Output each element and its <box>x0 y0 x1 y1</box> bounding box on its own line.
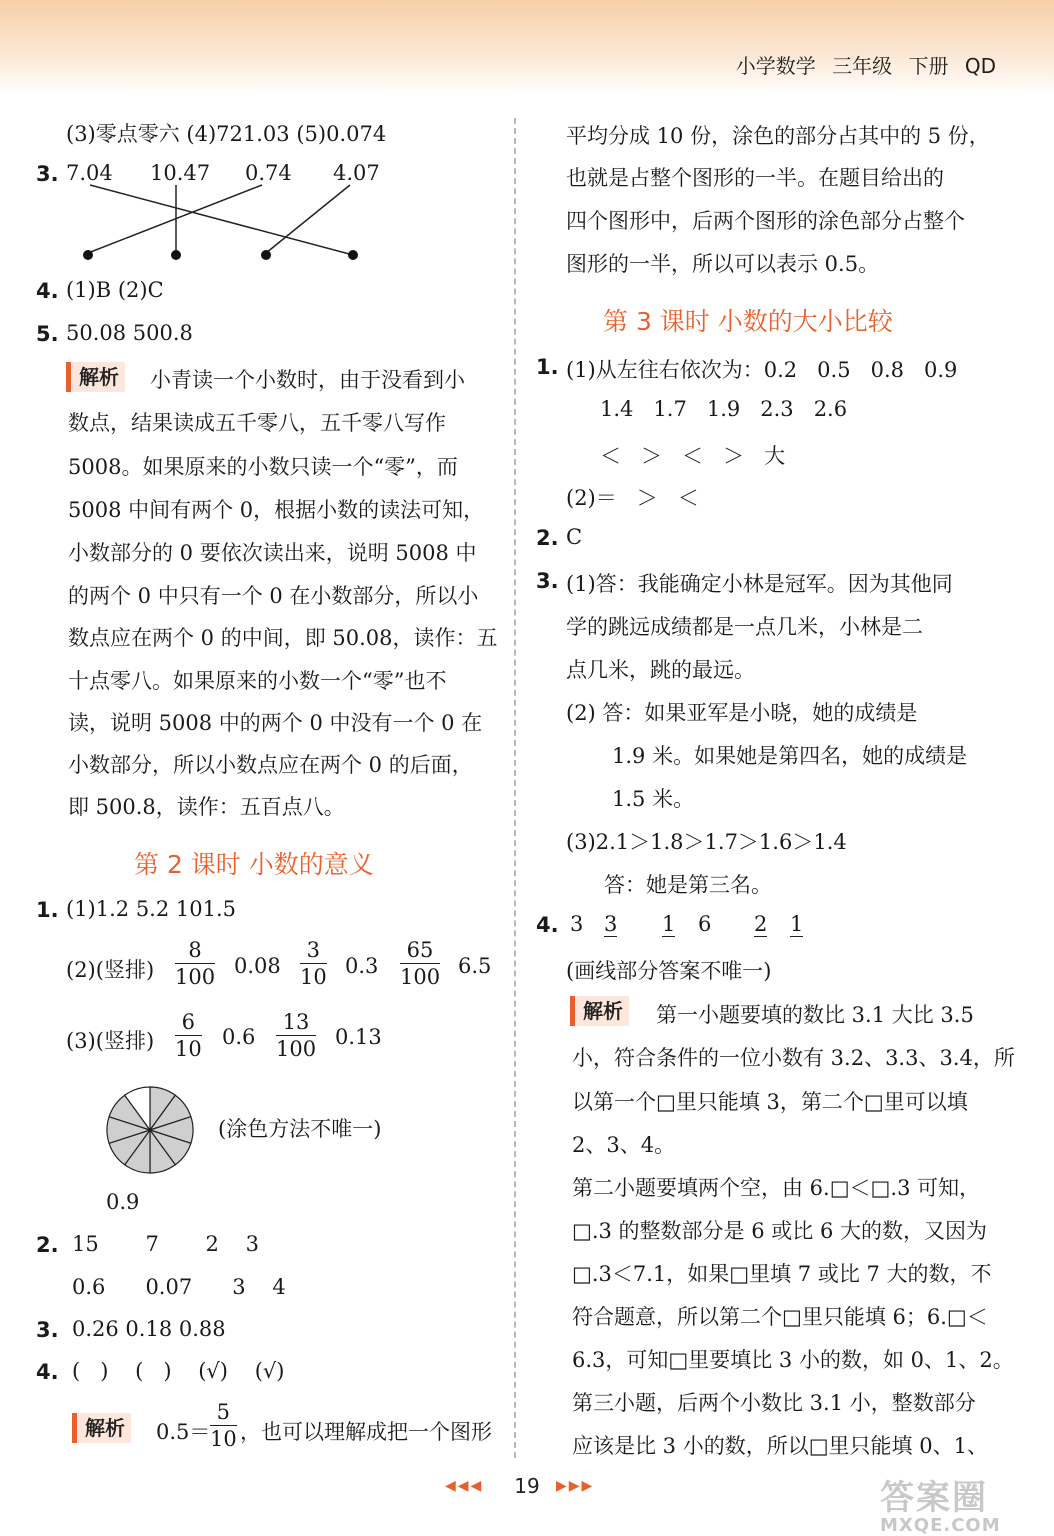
explanation-line: 十点零八。如果原来的小数一个“零”也不 <box>68 669 447 693</box>
s3-q3-line: 点几米，跳的最远。 <box>566 658 755 682</box>
s3-q3-line: 1.5 米。 <box>612 787 695 811</box>
s2-q1-part1: (1)1.2 5.2 101.5 <box>66 897 237 921</box>
s2-q2-row1: 15 7 2 3 <box>72 1232 259 1256</box>
analysis-line: 应该是比 3 小的数，所以□里只能填 0、1、 <box>572 1434 988 1458</box>
q4-answer: (1)B (2)C <box>66 278 164 302</box>
prev-arrows-icon: ◀◀◀ <box>445 1478 484 1494</box>
q4-digit-underlined: 3 <box>604 912 618 936</box>
explanation-line: 小青读一个小数时，由于没看到小 <box>150 368 465 392</box>
s3-q3-line: (2) 答：如果亚军是小晓，她的成绩是 <box>566 701 918 725</box>
analysis-line: 2、3、4。 <box>572 1133 676 1157</box>
q4-digit-underlined: 1 <box>790 912 804 936</box>
q4-digit-underlined: 2 <box>754 912 768 936</box>
fraction: 6 10 <box>175 1010 202 1062</box>
s3-q2-answer: C <box>566 525 583 549</box>
fraction: 5 10 <box>210 1400 237 1452</box>
continued-explanation-line: 平均分成 10 份，涂色的部分占其中的 5 份， <box>566 124 990 148</box>
s3-q2-number: 2. <box>536 526 559 550</box>
fraction: 8 100 <box>175 938 216 990</box>
explanation-line: 小数部分，所以小数点应在两个 0 的后面， <box>68 753 473 777</box>
q3-matching-lines <box>0 0 520 280</box>
q4-digit-underlined: 1 <box>662 912 676 936</box>
analysis-line: 第二小题要填两个空，由 6.□＜□.3 可知， <box>572 1176 981 1200</box>
s3-q3-line: 答：她是第三名。 <box>604 873 772 897</box>
fraction: 13 100 <box>276 1010 317 1062</box>
decimal-value: 0.6 <box>222 1025 256 1049</box>
q3-label-1: 7.04 <box>66 161 113 185</box>
shaded-circle-figure <box>104 1084 196 1176</box>
analysis-line: 6.3，可知□里要填比 3 小的数，如 0、1、2。 <box>572 1348 1014 1372</box>
explanation-line: 的两个 0 中只有一个 0 在小数部分，所以小 <box>68 584 479 608</box>
q4-digit: 6 <box>698 912 712 936</box>
explanation-line: 5008 中间有两个 0，根据小数的读法可知， <box>68 498 485 522</box>
analysis-line: 小，符合条件的一位小数有 3.2、3.3、3.4，所 <box>572 1046 1015 1070</box>
s3-q1-line1: (1)从左往右依次为：0.2 0.5 0.8 0.9 <box>566 358 958 382</box>
q3-label-4: 4.07 <box>333 161 380 185</box>
explanation-line: 数点，结果读成五千零八，五千零八写作 <box>68 411 446 435</box>
explanation-line: 数点应在两个 0 的中间，即 50.08，读作：五 <box>68 626 498 650</box>
analysis-tag-1: 解析 <box>66 362 125 392</box>
exp2-text: ，也可以理解成把一个图形 <box>240 1420 492 1444</box>
s3-q1-line3: ＜ ＞ ＜ ＞ 大 <box>600 444 786 468</box>
exp2-prefix: 0.5＝ <box>156 1420 211 1444</box>
section-title-lesson-2: 第 2 课时 小数的意义 <box>134 850 374 879</box>
header-title: 小学数学 三年级 下册 QD <box>735 54 996 78</box>
analysis-line: 第三小题，后两个小数比 3.1 小，整数部分 <box>572 1391 976 1415</box>
continued-explanation-line: 图形的一半，所以可以表示 0.5。 <box>566 252 880 276</box>
q4-digit: 3 <box>570 912 584 936</box>
q4-number: 4. <box>36 279 59 303</box>
explanation-line: 小数部分的 0 要依次读出来，说明 5008 中 <box>68 541 477 565</box>
s2-q2-number: 2. <box>36 1233 59 1257</box>
circle-note: (涂色方法不唯一) <box>218 1117 382 1141</box>
q3-label-3: 0.74 <box>245 161 292 185</box>
left-answer-line: (3)零点零六 (4)721.03 (5)0.074 <box>66 122 387 146</box>
s2-q1-number: 1. <box>36 898 59 922</box>
s2-q1-part3-prefix: (3)(竖排) <box>66 1029 155 1053</box>
q3-number: 3. <box>36 162 59 186</box>
column-divider <box>514 118 516 1458</box>
s3-q3-line: (1)答：我能确定小林是冠军。因为其他同 <box>566 572 953 596</box>
s3-q3-line: (3)2.1＞1.8＞1.7＞1.6＞1.4 <box>566 830 847 854</box>
analysis-line: □.3 的整数部分是 6 或比 6 大的数，又因为 <box>572 1219 987 1243</box>
decimal-value: 6.5 <box>458 954 492 978</box>
q4-note: (画线部分答案不唯一) <box>566 959 772 983</box>
decimal-value: 0.08 <box>234 954 281 978</box>
analysis-line: 以第一个□里只能填 3，第二个□里可以填 <box>572 1090 968 1114</box>
s3-q1-line2: 1.4 1.7 1.9 2.3 2.6 <box>600 397 848 421</box>
s2-q2-row2: 0.6 0.07 3 4 <box>72 1275 286 1299</box>
decimal-value: 0.13 <box>335 1025 382 1049</box>
s2-q1-part2-prefix: (2)(竖排) <box>66 958 155 982</box>
analysis-line: 符合题意，所以第二个□里只能填 6；6.□＜ <box>572 1305 988 1329</box>
fraction: 3 10 <box>300 938 327 990</box>
s3-q1-number: 1. <box>536 355 559 379</box>
decimal-value: 0.3 <box>345 954 379 978</box>
next-arrows-icon: ▶▶▶ <box>556 1478 595 1494</box>
watermark: 答案圈 MXQE.COM <box>880 1478 1001 1536</box>
s2-q4-number: 4. <box>36 1360 59 1384</box>
s3-q3-line: 1.9 米。如果她是第四名，她的成绩是 <box>612 744 968 768</box>
s2-q3-answer: 0.26 0.18 0.88 <box>72 1317 226 1341</box>
s3-q3-number: 3. <box>536 569 559 593</box>
fraction: 65 100 <box>400 938 441 990</box>
analysis-tag-3: 解析 <box>570 996 629 1026</box>
s3-q3-line: 学的跳远成绩都是一点几米，小林是二 <box>566 615 923 639</box>
s2-q4-answer: ( ) ( ) (√) (√) <box>72 1359 285 1383</box>
circle-value: 0.9 <box>106 1190 140 1214</box>
s3-q4-number: 4. <box>536 913 559 937</box>
analysis-tag-2: 解析 <box>72 1413 131 1443</box>
q3-label-2: 10.47 <box>150 161 211 185</box>
s3-q1-line4: (2)＝ ＞ ＜ <box>566 486 699 510</box>
s2-q3-number: 3. <box>36 1318 59 1342</box>
q5-answer: 50.08 500.8 <box>66 321 193 345</box>
page-number: 19 <box>514 1474 540 1498</box>
analysis-line: □.3＜7.1，如果□里填 7 或比 7 大的数，不 <box>572 1262 992 1286</box>
q5-number: 5. <box>36 322 59 346</box>
explanation-line: 5008。如果原来的小数只读一个“零”，而 <box>68 455 458 479</box>
section-title-lesson-3: 第 3 课时 小数的大小比较 <box>603 307 893 336</box>
analysis-line: 第一小题要填的数比 3.1 大比 3.5 <box>656 1003 974 1027</box>
explanation-line: 即 500.8，读作：五百点八。 <box>68 795 345 819</box>
continued-explanation-line: 也就是占整个图形的一半。在题目给出的 <box>566 166 944 190</box>
explanation-line: 读，说明 5008 中的两个 0 中没有一个 0 在 <box>68 711 483 735</box>
continued-explanation-line: 四个图形中，后两个图形的涂色部分占整个 <box>566 209 965 233</box>
